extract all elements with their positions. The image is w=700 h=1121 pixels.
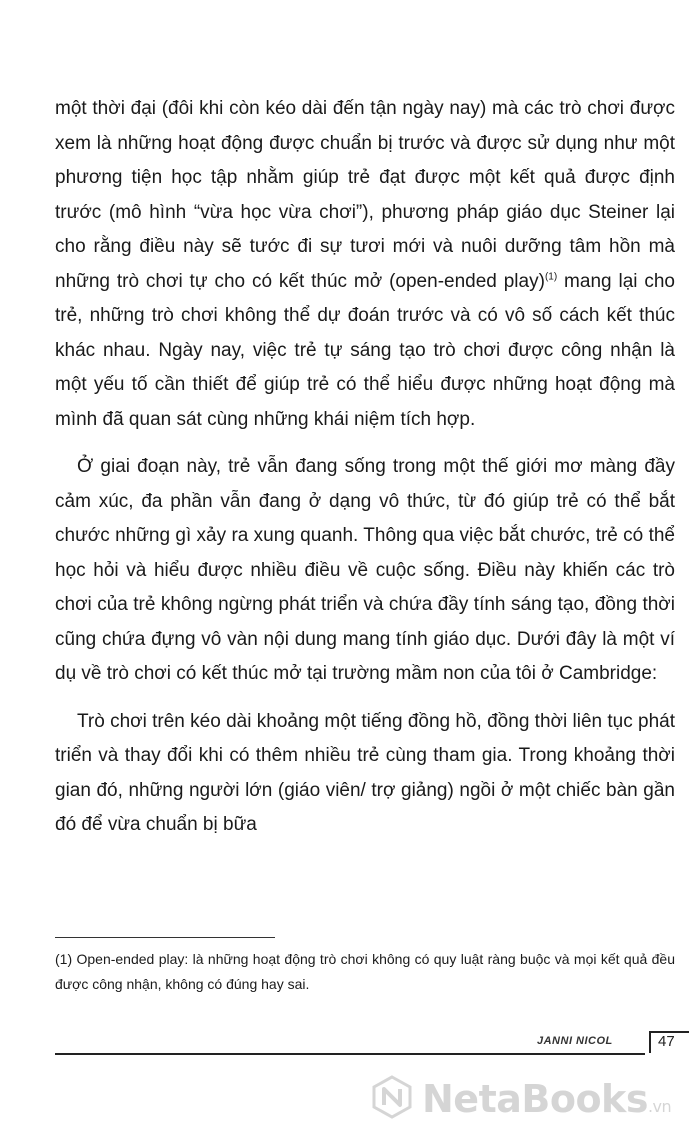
footer-divider [55,1053,645,1055]
paragraph-3: Trò chơi trên kéo dài khoảng một tiếng đồng hồ, đồng thời liên tục phát triển và thay đổi khi có thêm nhiều trẻ cùng tham gia. Trong khoảng thời gian đó, những người lớn (giáo viên/ trợ giảng) ngồi ở một chiếc bàn gần đó để vừa chuẩn bị bữa [55,710,675,835]
watermark [370,1075,700,1120]
paragraph-1 [55,92,675,437]
body-text [55,92,675,843]
paragraph-1-text: một thời đại (đôi khi còn kéo dài đến tận ngày nay) mà các trò chơi được xem là những hoạt động được chuẩn bị trước và được sử dụng như một phương tiện học tập nhằm giúp trẻ đạt được một kết quả được định trước (mô hình “vừa học vừa chơi”), phương pháp giáo dục Steiner lại cho rằng điều này sẽ tước đi sự tươi mới và nuôi dưỡng tâm hồn mà những trò chơi tự cho có kết thúc mở (open-ended play) [55,98,675,292]
watermark-suffix: .vn [647,1097,672,1116]
paragraph-1-text-end: mang lại cho trẻ, những trò chơi không thể dự đoán trước và có vô số cách kết thúc khác nhau. Ngày nay, việc trẻ tự sáng tạo trò chơi được công nhận là một yếu tố cần thiết để giúp trẻ có thể hiểu được những hoạt động mà mình đã quan sát cùng những khái niệm tích hợp. [55,270,675,430]
watermark-brand: NetaBooks [422,1077,648,1121]
footnote-divider [55,937,275,938]
footnote: (1) Open-ended play: là những hoạt động trò chơi không có quy luật ràng buộc và mọi kết quả đều được công nhận, không có đúng hay sai. [55,951,675,992]
netabooks-logo-icon [370,1075,414,1119]
watermark-text [422,1077,671,1121]
running-head: JANNI NICOL [537,1035,613,1047]
paragraph-2: Ở giai đoạn này, trẻ vẫn đang sống trong một thế giới mơ màng đầy cảm xúc, đa phần vẫn đang ở dạng vô thức, từ đó giúp trẻ có thể bắt chước những gì xảy ra xung quanh. Thông qua việc bắt chước, trẻ có thể học hỏi và hiểu được nhiều điều về cuộc sống. Điều này khiến các trò chơi của trẻ không ngừng phát triển và chứa đầy tính sáng tạo, đồng thời cũng chứa đựng vô vàn nội dung mang tính giáo dục. Dưới đây là một ví dụ về trò chơi có kết thúc mở tại trường mầm non của tôi ở Cambridge: [55,456,675,684]
page-number: 47 [658,1033,675,1050]
footnote-marker: (1) [544,271,558,283]
